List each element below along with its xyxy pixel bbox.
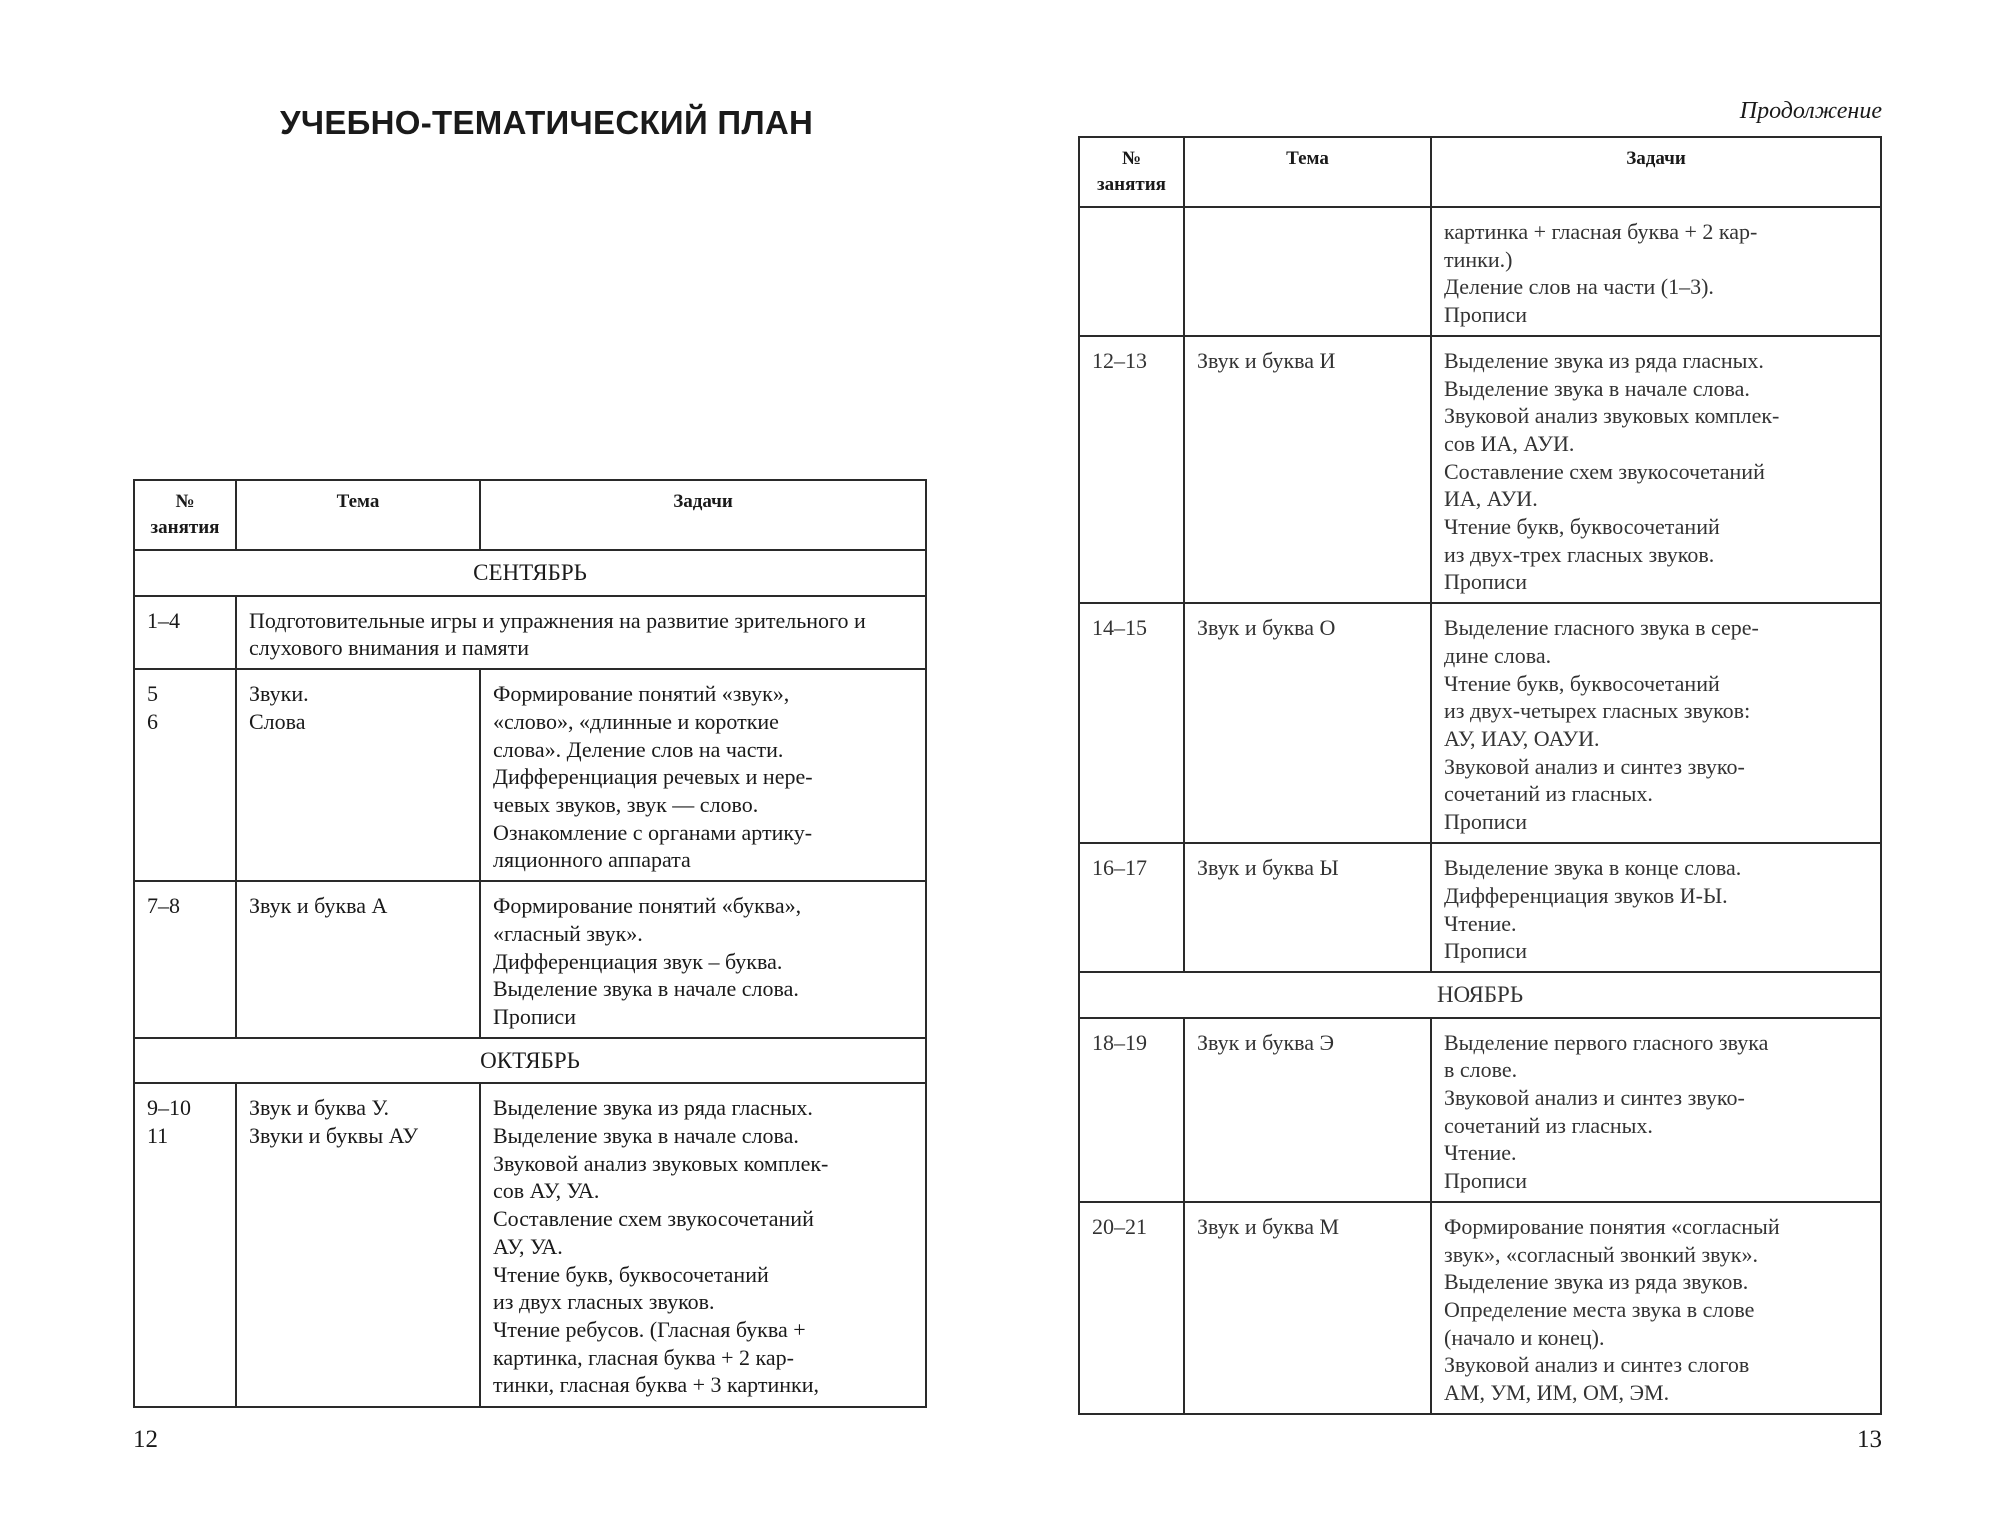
header-num-label: занятия [1097, 174, 1166, 195]
row-tasks [1431, 207, 1881, 336]
row-tasks-line: «гласный звук». [493, 920, 643, 946]
row-tasks-line: чевых звуков, звук — слово. [493, 791, 759, 817]
table-row [1079, 1202, 1881, 1414]
header-num [1079, 137, 1184, 207]
row-tasks-line: «слово», «длинные и короткие [493, 708, 779, 734]
row-tasks-line: Выделение звука из ряда гласных. [1444, 347, 1764, 373]
row-tasks-line: АМ, УМ, ИМ, ОМ, ЭМ. [1444, 1380, 1670, 1406]
row-tasks [1431, 603, 1881, 843]
row-tasks-line: Выделение звука в начале слова. [493, 1123, 799, 1149]
row-tasks-line: Прописи [1444, 302, 1527, 328]
table-row [134, 881, 926, 1038]
row-num: 16–17 [1079, 843, 1184, 972]
row-num [134, 669, 236, 881]
row-num-line: 6 [147, 708, 158, 734]
row-topic [236, 669, 480, 881]
row-tasks [1431, 1202, 1881, 1414]
row-topic-line: Слова [249, 708, 306, 734]
plan-table-right [1078, 136, 1882, 1415]
row-topic: Звук и буква Э [1184, 1018, 1431, 1202]
row-tasks-line: из двух-трех гласных звуков. [1444, 541, 1715, 567]
row-topic: Звук и буква И [1184, 336, 1431, 603]
row-tasks-line: (начало и конец). [1444, 1324, 1605, 1350]
row-num: 20–21 [1079, 1202, 1184, 1414]
row-topic [236, 881, 480, 1038]
row-num-line: 7–8 [147, 893, 180, 919]
table-row [1079, 603, 1881, 843]
header-num-symbol: № [175, 491, 195, 512]
table-row [134, 596, 926, 669]
row-tasks-line: Чтение. [1444, 1140, 1517, 1166]
row-tasks-line: ИА, АУИ. [1444, 486, 1538, 512]
row-tasks-line: Прописи [493, 1003, 576, 1029]
header-num-symbol: № [1121, 148, 1142, 169]
row-tasks [480, 881, 926, 1038]
row-topic: Звук и буква О [1184, 603, 1431, 843]
row-tasks-line: Дифференциация звуков И-Ы. [1444, 882, 1728, 908]
row-tasks-line: Деление слов на части (1–3). [1444, 274, 1714, 300]
row-tasks-line: Формирование понятий «буква», [493, 893, 802, 919]
continuation-label: Продолжение [1739, 98, 1882, 124]
row-num-line: 9–10 [147, 1095, 191, 1121]
row-tasks-line: Чтение ребусов. (Гласная буква + [493, 1316, 806, 1342]
row-tasks-line: сов АУ, УА. [493, 1178, 600, 1204]
row-topic-line: Звуки. [249, 681, 309, 707]
table-row [1079, 1018, 1881, 1202]
row-tasks [1431, 843, 1881, 972]
row-tasks-line: дине слова. [1444, 642, 1552, 668]
row-tasks-line: Выделение гласного звука в сере- [1444, 615, 1759, 641]
table-row [1079, 207, 1881, 336]
row-tasks-line: Выделение звука в начале слова. [493, 976, 799, 1002]
row-tasks-line: АУ, ИАУ, ОАУИ. [1444, 725, 1600, 751]
row-topic-line: Звуки и буквы АУ [249, 1123, 419, 1149]
row-tasks-line: Выделение звука из ряда гласных. [493, 1095, 813, 1121]
row-tasks-line: Звуковой анализ и синтез звуко- [1444, 1085, 1745, 1111]
table-row [134, 1083, 926, 1407]
row-tasks-line: Прописи [1444, 809, 1527, 835]
row-topic [1184, 207, 1431, 336]
row-tasks-line: Прописи [1444, 569, 1527, 595]
month-november: НОЯБРЬ [1079, 972, 1881, 1018]
row-tasks-line: Прописи [1444, 1168, 1527, 1194]
row-tasks-line: Звуковой анализ звуковых комплек- [493, 1150, 829, 1176]
row-topic [236, 1083, 480, 1407]
row-tasks-line: сочетаний из гласных. [1444, 781, 1653, 807]
row-tasks-line: тинки.) [1444, 246, 1513, 272]
row-num: 1–4 [134, 596, 236, 669]
row-tasks-line: Чтение букв, буквосочетаний [1444, 670, 1720, 696]
row-num [134, 1083, 236, 1407]
row-tasks-line: Звуковой анализ звуковых комплек- [1444, 403, 1780, 429]
row-tasks-line: Формирование понятий «звук», [493, 681, 790, 707]
header-topic: Тема [236, 480, 480, 550]
page-title: УЧЕБНО-ТЕМАТИЧЕСКИЙ ПЛАН [280, 104, 814, 141]
row-tasks [480, 1083, 926, 1407]
row-tasks-line: Выделение первого гласного звука [1444, 1029, 1769, 1055]
table-row [1079, 336, 1881, 603]
row-tasks-line: Выделение звука из ряда звуков. [1444, 1269, 1749, 1295]
plan-table-left [133, 479, 927, 1408]
row-tasks-line: Составление схем звукосочетаний [493, 1206, 814, 1232]
header-num-label: занятия [150, 517, 220, 538]
header-num [134, 480, 236, 550]
month-october: ОКТЯБРЬ [134, 1038, 926, 1084]
row-tasks [1431, 336, 1881, 603]
row-tasks-line: сочетаний из гласных. [1444, 1112, 1653, 1138]
row-tasks-line: Чтение букв, буквосочетаний [1444, 514, 1720, 540]
month-september: СЕНТЯБРЬ [134, 550, 926, 596]
header-topic: Тема [1184, 137, 1431, 207]
row-tasks-line: Дифференциация речевых и нере- [493, 764, 813, 790]
row-tasks-line: Дифференциация звук – буква. [493, 948, 783, 974]
row-tasks-line: Чтение. [1444, 910, 1517, 936]
row-tasks-line: картинка + гласная буква + 2 кар- [1444, 219, 1758, 244]
row-tasks-line: тинки, гласная буква + 3 картинки, [493, 1372, 819, 1398]
row-tasks-line: Выделение звука в начале слова. [1444, 375, 1750, 401]
row-tasks-line: Прописи [1444, 938, 1527, 964]
row-tasks-line: сов ИА, АУИ. [1444, 430, 1575, 456]
row-tasks [1431, 1018, 1881, 1202]
table-row [1079, 843, 1881, 972]
row-tasks-line: из двух гласных звуков. [493, 1289, 715, 1315]
row-tasks-line: Чтение букв, буквосочетаний [493, 1261, 769, 1287]
row-topic: Подготовительные игры и упражнения на развитие зрительного и слухового внимания и памяти [236, 596, 926, 669]
row-num [1079, 207, 1184, 336]
row-tasks-line: Звуковой анализ и синтез слогов [1444, 1352, 1750, 1378]
page-number-right: 13 [1857, 1426, 1882, 1453]
row-topic-line: Звук и буква У. [249, 1095, 390, 1121]
row-tasks-line: Формирование понятия «согласный [1444, 1213, 1780, 1239]
row-topic: Звук и буква М [1184, 1202, 1431, 1414]
row-tasks-line: АУ, УА. [493, 1233, 563, 1259]
row-num-line: 5 [147, 681, 158, 707]
row-num: 18–19 [1079, 1018, 1184, 1202]
row-tasks-line: звук», «согласный звонкий звук». [1444, 1241, 1758, 1267]
header-tasks: Задачи [480, 480, 926, 550]
table-header [1079, 137, 1881, 207]
row-tasks-line: из двух-четырех гласных звуков: [1444, 698, 1751, 724]
row-topic: Звук и буква Ы [1184, 843, 1431, 972]
table-row [134, 669, 926, 881]
row-tasks-line: картинка, гласная буква + 2 кар- [493, 1344, 794, 1370]
row-num-line: 11 [147, 1123, 169, 1149]
row-num [134, 881, 236, 1038]
row-tasks-line: Звуковой анализ и синтез звуко- [1444, 753, 1745, 779]
row-tasks [480, 669, 926, 881]
row-tasks-line: слова». Деление слов на части. [493, 736, 784, 762]
row-topic-line: Звук и буква А [249, 893, 388, 919]
row-num: 14–15 [1079, 603, 1184, 843]
row-tasks-line: в слове. [1444, 1057, 1518, 1083]
row-num: 12–13 [1079, 336, 1184, 603]
page-number-left: 12 [133, 1426, 158, 1453]
row-tasks-line: Ознакомление с органами артику- [493, 819, 813, 845]
row-tasks-line: Составление схем звукосочетаний [1444, 458, 1765, 484]
header-tasks: Задачи [1431, 137, 1881, 207]
table-header [134, 480, 926, 550]
row-tasks-line: Определение места звука в слове [1444, 1296, 1755, 1322]
row-tasks-line: ляционного аппарата [493, 847, 691, 873]
row-tasks-line: Выделение звука в конце слова. [1444, 855, 1742, 881]
